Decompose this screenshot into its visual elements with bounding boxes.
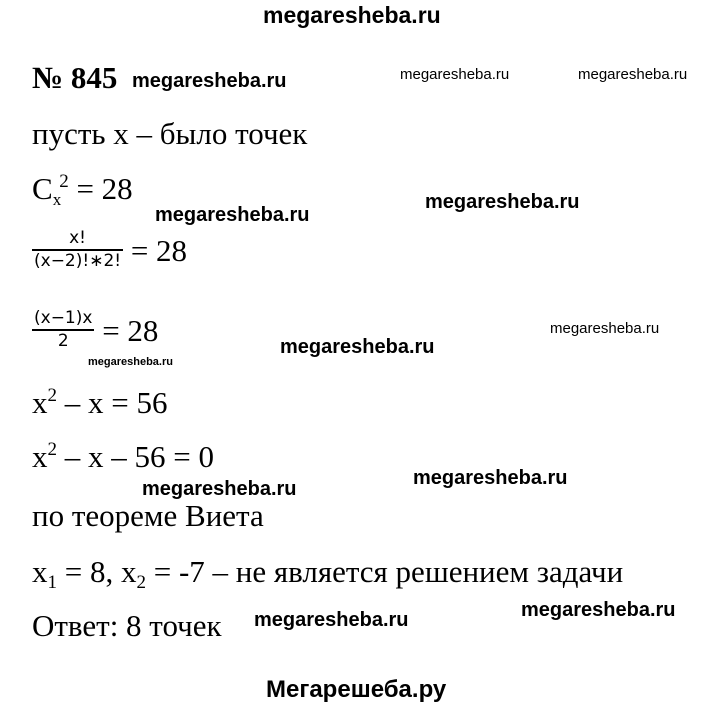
- watermark: megaresheba.ru: [425, 191, 580, 213]
- fraction-2-numerator: (x−1)x: [34, 308, 93, 328]
- combination-symbol: C: [32, 171, 53, 206]
- equation-1: [32, 386, 167, 418]
- intro-line: пусть х – было точек: [32, 116, 308, 151]
- equation-1-exp: 2: [47, 385, 57, 406]
- roots-line: [32, 556, 623, 592]
- problem-number: № 845: [32, 60, 118, 95]
- fraction-2: [32, 308, 94, 353]
- root-1-var: x: [32, 554, 48, 589]
- roots-mid: = 8, x: [57, 554, 137, 589]
- watermark-small: megaresheba.ru: [578, 66, 688, 83]
- root-2-sub: 2: [136, 572, 146, 593]
- equation-2-var: x: [32, 439, 48, 474]
- fraction-line-1: [32, 228, 187, 273]
- root-1-sub: 1: [47, 572, 57, 593]
- roots-rest: = -7 – не является решением задачи: [145, 554, 624, 589]
- combination-sub: x: [52, 190, 62, 209]
- equation-1-rest: – x = 56: [57, 385, 168, 420]
- fraction-1-rhs: = 28: [123, 232, 188, 268]
- watermark: megaresheba.ru: [155, 204, 310, 226]
- equation-2: [32, 440, 214, 472]
- title-watermark: megaresheba.ru: [132, 70, 287, 92]
- combination-rhs: = 28: [68, 171, 133, 206]
- vieta-line: по теореме Виета: [32, 498, 264, 533]
- combination-line: [32, 172, 133, 208]
- equation-1-var: x: [32, 385, 48, 420]
- equation-2-exp: 2: [47, 439, 57, 460]
- watermark: megaresheba.ru: [254, 609, 409, 631]
- equation-2-rest: – x – 56 = 0: [57, 439, 214, 474]
- fraction-1-numerator: x!: [69, 228, 86, 248]
- answer-line: Ответ: 8 точек: [32, 608, 222, 643]
- watermark: megaresheba.ru: [521, 599, 676, 621]
- combination-sup: 2: [59, 171, 69, 192]
- watermark: megaresheba.ru: [413, 467, 568, 489]
- fraction-2-denominator: 2: [32, 329, 94, 352]
- fraction-1: [32, 228, 123, 273]
- header-watermark: megaresheba.ru: [263, 2, 441, 28]
- fraction-2-rhs: = 28: [94, 312, 159, 348]
- fraction-line-2: [32, 308, 158, 353]
- watermark-small: megaresheba.ru: [400, 66, 510, 83]
- footer-watermark: Мегарешеба.ру: [266, 676, 447, 703]
- watermark-tiny: megaresheba.ru: [88, 356, 173, 368]
- watermark-small: megaresheba.ru: [550, 320, 660, 337]
- watermark: megaresheba.ru: [280, 336, 435, 358]
- fraction-1-denominator: (x−2)!∗2!: [34, 251, 122, 272]
- watermark: megaresheba.ru: [142, 478, 297, 500]
